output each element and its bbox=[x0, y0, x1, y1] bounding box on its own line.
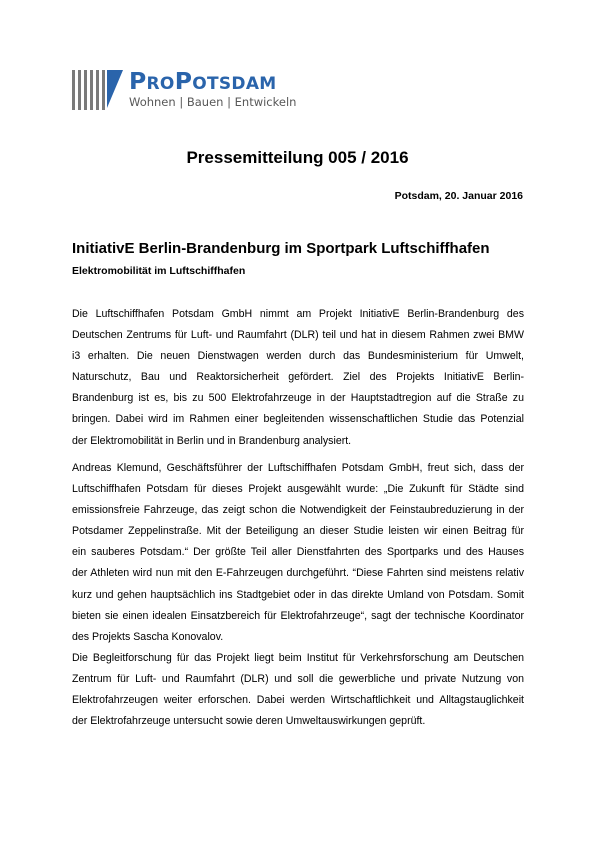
paragraph-line: der Elektrofahrzeuge untersucht sowie deren Umweltauswirkungen geprüft. bbox=[72, 715, 426, 728]
body-paragraph bbox=[72, 648, 524, 732]
paragraph-line: Naturschutz, Bau und Reaktorsicherheit gefördert. Ziel des Projekts InitiativE Berlin- bbox=[72, 371, 524, 384]
paragraph-line: Die Begleitforschung für das Projekt liegt beim Institut für Verkehrsforschung am Deutschen bbox=[72, 652, 524, 664]
body-paragraph bbox=[72, 304, 524, 452]
paragraph-line: ein sauberes Potsdam.“ Der größte Teil aller Dienstfahrten des Sportparks und des Hauses bbox=[72, 546, 524, 559]
paragraph-line: der Elektromobilität in Berlin und in Brandenburg analysiert. bbox=[72, 434, 352, 447]
body-paragraph bbox=[72, 458, 524, 648]
paragraph-line: Die Luftschiffhafen Potsdam GmbH nimmt am Projekt InitiativE Berlin-Brandenburg des bbox=[72, 308, 524, 320]
paragraph-line: bringen. Dabei wird im Rahmen einer begleitenden wissenschaftlichen Studie das Potenzial bbox=[72, 413, 524, 426]
paragraph-line: Deutschen Zentrums für Luft- und Raumfahrt (DLR) teil und hat in diesem Rahmen zwei BMW bbox=[72, 329, 524, 342]
paragraph-line: des Projekts Sascha Konovalov. bbox=[72, 630, 224, 643]
paragraph-line: i3 erhalten. Die neuen Dienstwagen werden durch das Bundesministerium für Umwelt, bbox=[72, 350, 524, 363]
logo-wordmark: PROPOTSDAM bbox=[129, 67, 277, 95]
paragraph-line: Brandenburg ist es, bis zu 500 Elektrofahrzeuge in der Hauptstadtregion auf die Straße zu bbox=[72, 392, 524, 405]
logo-tagline: Wohnen | Bauen | Entwickeln bbox=[129, 95, 297, 109]
paragraph-line: bieten sie einen idealen Einsatzbereich für Elektrofahrzeuge“, sagt der technische Koordinator bbox=[72, 609, 524, 622]
paragraph-line: Luftschiffhafen Potsdam für dieses Projekt ausgewählt wurde: „Die Zukunft für Städte sind bbox=[72, 483, 524, 496]
subheadline: Elektromobilität im Luftschiffhafen bbox=[72, 265, 246, 277]
paragraph-line: kurz und gehen hauptsächlich ins Stadtgebiet oder in das direkte Umland von Potsdam. Somit bbox=[72, 588, 524, 601]
press-release-title: Pressemitteilung 005 / 2016 bbox=[186, 148, 409, 167]
paragraph-line: Elektrofahrzeugen weiter erforschen. Dabei werden Wirtschaftlichkeit und Alltagstauglichkeit bbox=[72, 694, 524, 707]
paragraph-line: Zentrum für Luft- und Raumfahrt (DLR) und soll die gewerbliche und private Nutzung von bbox=[72, 673, 524, 686]
paragraph-line: Andreas Klemund, Geschäftsführer der Luftschiffhafen Potsdam GmbH, freut sich, dass der bbox=[72, 462, 524, 474]
logo-bars-icon bbox=[72, 70, 124, 110]
dateline: Potsdam, 20. Januar 2016 bbox=[394, 190, 523, 202]
headline: InitiativE Berlin-Brandenburg im Sportpark Luftschiffhafen bbox=[72, 240, 490, 257]
propotsdam-logo bbox=[72, 67, 332, 112]
paragraph-line: der Athleten wird nun mit den E-Fahrzeugen durchgeführt. “Diese Fahrten sind meistens relativ bbox=[72, 567, 524, 580]
paragraph-line: emissionsfreie Fahrzeuge, das zeigt schon die Notwendigkeit der Feinstaubreduzierung in der bbox=[72, 504, 524, 517]
paragraph-line: Potsdamer Zeppelinstraße. Mit der Beteiligung an dieser Studie leisten wir einen Beitrag für bbox=[72, 525, 524, 538]
